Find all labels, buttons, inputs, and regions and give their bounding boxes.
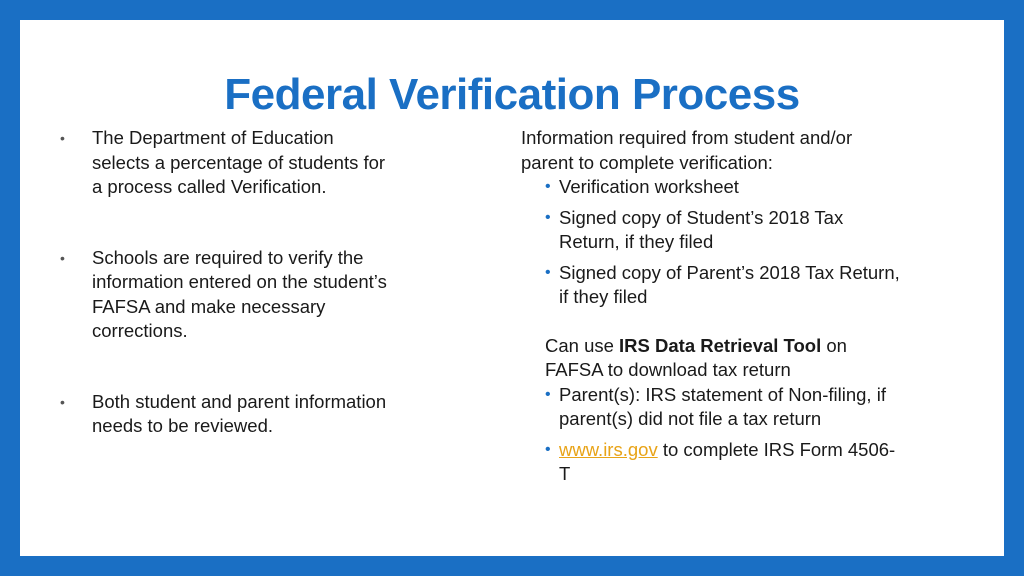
right-column bbox=[521, 126, 901, 493]
drt-prefix: Can use bbox=[545, 334, 620, 356]
slide bbox=[20, 20, 1004, 556]
list-item bbox=[545, 438, 901, 487]
list-item-text: Verification worksheet bbox=[559, 176, 739, 197]
left-column bbox=[60, 126, 390, 439]
list-item bbox=[545, 383, 901, 432]
bullet-icon: • bbox=[60, 130, 65, 146]
list-item-text: Signed copy of Student’s 2018 Tax Return, if they filed bbox=[559, 206, 844, 252]
list-item-text: Signed copy of Parent’s 2018 Tax Return, if they filed bbox=[559, 261, 900, 307]
bullet-icon: • bbox=[60, 393, 65, 410]
left-bullet bbox=[60, 246, 390, 344]
drt-bold: IRS Data Retrieval Tool bbox=[619, 334, 822, 356]
list-item bbox=[545, 261, 901, 310]
drt-items-list bbox=[545, 383, 901, 487]
list-item bbox=[545, 175, 901, 200]
irs-suffix: to complete IRS Form 4506-T bbox=[559, 438, 896, 484]
left-bullet-text: The Department of Education selects a percentage of students for a process called Verification. bbox=[92, 127, 386, 197]
right-intro: Information required from student and/or parent to complete verification: bbox=[521, 127, 853, 173]
slide-title: Federal Verification Process bbox=[224, 70, 800, 119]
drt-paragraph bbox=[545, 334, 901, 383]
list-item-text: Parent(s): IRS statement of Non-filing, if parent(s) did not file a tax return bbox=[559, 383, 886, 429]
bullet-icon: • bbox=[60, 249, 65, 266]
drt-section bbox=[521, 334, 901, 487]
bullet-icon: • bbox=[545, 208, 551, 226]
left-bullet bbox=[60, 390, 390, 439]
left-bullet bbox=[60, 126, 390, 200]
bullet-icon: • bbox=[545, 385, 551, 403]
bullet-icon: • bbox=[545, 440, 551, 458]
drt-suffix: on FAFSA to download tax return bbox=[545, 334, 847, 380]
required-items-list bbox=[521, 175, 901, 310]
left-bullet-text: Schools are required to verify the information entered on the student’s FAFSA and make necessary corrections. bbox=[92, 246, 387, 341]
bullet-icon: • bbox=[545, 178, 551, 195]
irs-link[interactable]: www.irs.gov bbox=[559, 438, 658, 460]
bullet-icon: • bbox=[545, 263, 551, 281]
left-bullet-text: Both student and parent information needs to be reviewed. bbox=[92, 390, 387, 436]
list-item bbox=[545, 206, 901, 255]
